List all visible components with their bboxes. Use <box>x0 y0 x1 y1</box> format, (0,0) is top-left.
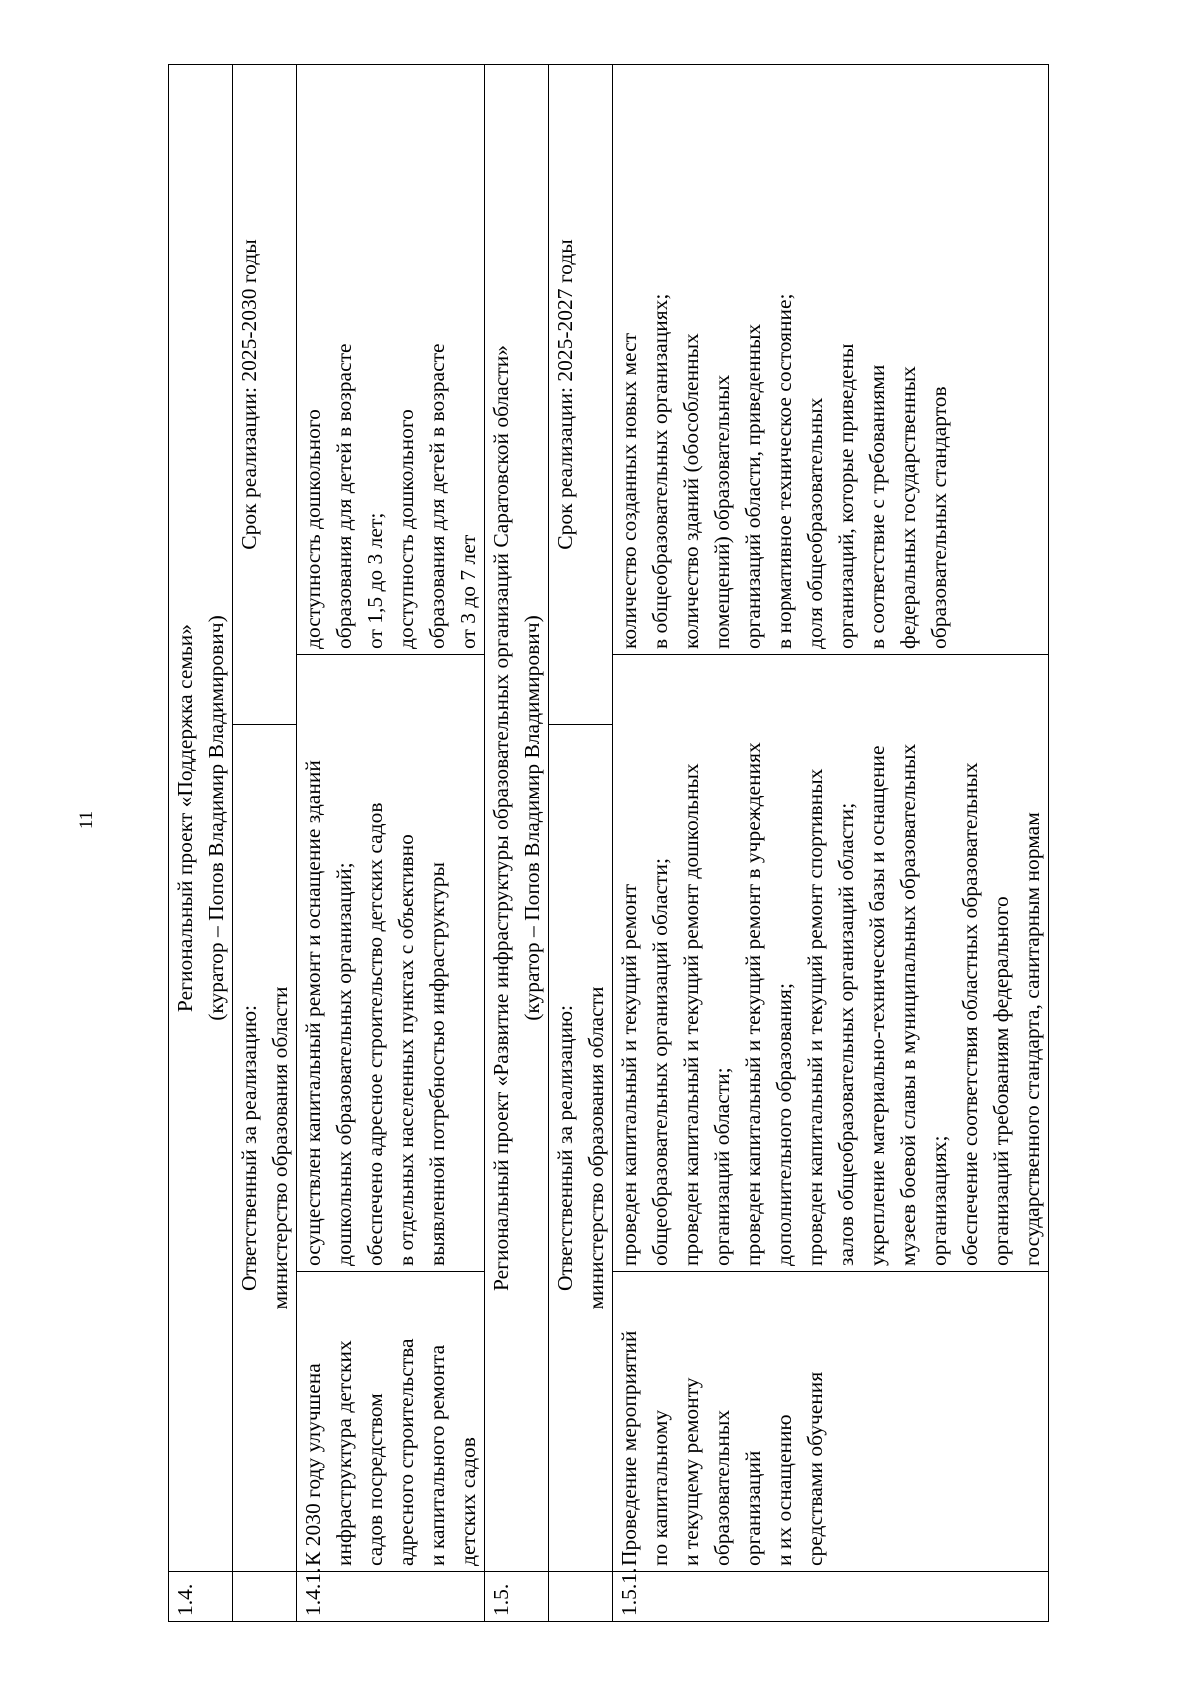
indicator-line: количество созданных новых мест <box>617 332 641 649</box>
activity-line: организациях; <box>927 1135 951 1266</box>
task-description-line: и текущему ремонту <box>679 1377 703 1566</box>
section-meta-row <box>233 65 297 1622</box>
indicator-line: от 3 до 7 лет <box>456 534 480 649</box>
task-description-line: К 2030 году улучшена <box>301 1363 325 1566</box>
section-number: 1.4. <box>169 1572 233 1622</box>
section-title <box>485 65 549 1572</box>
activity-line: проведен капитальный и текущий ремонт в учреждениях <box>741 742 765 1266</box>
task-description-line: и капитального ремонта <box>425 1344 449 1566</box>
indicator-line: организаций области, приведенных <box>741 323 765 649</box>
task-row <box>613 65 1049 1622</box>
indicator-line: доступность дошкольного <box>301 409 325 649</box>
section-curator-line: (куратор – Попов Владимир Владимирович) <box>204 615 228 1021</box>
page-number: 11 <box>76 810 97 830</box>
indicator-line: доступность дошкольного <box>394 409 418 649</box>
indicator-line: в нормативное техническое состояние; <box>772 293 796 649</box>
activity-line: обеспечено адресное строительство детских садов <box>363 802 387 1266</box>
activity-line: музеев боевой славы в муниципальных образовательных <box>896 743 920 1266</box>
indicator-line: от 1,5 до 3 лет; <box>363 512 387 649</box>
rotated-table-container <box>168 65 1168 1622</box>
task-description-line: Проведение мероприятий <box>617 1330 641 1566</box>
task-number: 1.4.1. <box>297 1572 485 1622</box>
task-description-line: садов посредством <box>363 1393 387 1566</box>
section-title-line: Региональный проект «Развитие инфраструктуры образовательных организаций Саратовской области» <box>489 344 513 1292</box>
task-indicators <box>297 65 485 655</box>
activity-line: осуществлен капитальный ремонт и оснащение зданий <box>301 760 325 1266</box>
task-description-line: и их оснащению <box>772 1414 796 1566</box>
activity-line: залов общеобразовательных организаций области; <box>834 802 858 1266</box>
responsible-cell <box>549 725 613 1572</box>
activity-line: проведен капитальный и текущий ремонт дошкольных <box>679 763 703 1266</box>
task-indicators <box>613 65 1049 655</box>
task-description-line: средствами обучения <box>803 1371 827 1566</box>
task-description-line: адресного строительства <box>394 1338 418 1566</box>
indicator-line: организаций, которые приведены <box>834 343 858 649</box>
activity-line: дополнительного образования; <box>772 983 796 1266</box>
responsible-value: министерство образования области <box>584 986 608 1310</box>
activity-line: дошкольных образовательных организаций; <box>332 862 356 1266</box>
indicator-line: образования для детей в возрасте <box>332 343 356 649</box>
task-description-line: образовательных <box>710 1409 734 1566</box>
task-description-line: организаций <box>741 1450 765 1566</box>
activity-line: общеобразовательных организаций области; <box>648 858 672 1266</box>
task-description-line: детских садов <box>456 1437 480 1566</box>
indicator-line: помещений) образовательных <box>710 374 734 649</box>
task-description-line: по капитальному <box>648 1409 672 1566</box>
program-table <box>168 64 1049 1622</box>
section-header-row <box>485 65 549 1622</box>
activity-line: проведен капитальный и текущий ремонт <box>617 883 641 1266</box>
responsible-label: Ответственный за реализацию: <box>237 1005 261 1292</box>
responsible-label: Ответственный за реализацию: <box>553 1005 577 1292</box>
task-activities <box>297 655 485 1272</box>
section-title <box>169 65 233 1572</box>
indicator-line: федеральных государственных <box>896 366 920 649</box>
indicator-line: в соответствие с требованиями <box>865 364 889 649</box>
task-description <box>613 1272 1049 1572</box>
indicator-line: образовательных стандартов <box>927 386 951 649</box>
task-activities <box>613 655 1049 1272</box>
task-description-line: инфраструктура детских <box>332 1340 356 1566</box>
activity-line: проведен капитальный и текущий ремонт спортивных <box>803 768 827 1266</box>
activity-line: организаций области; <box>710 1067 734 1266</box>
responsible-value: министерство образования области <box>268 986 292 1310</box>
activity-line: выявленной потребностью инфраструктуры <box>425 862 449 1266</box>
activity-line: организаций требованиям федерального <box>989 896 1013 1266</box>
activity-line: в отдельных населенных пунктах с объективно <box>394 834 418 1266</box>
section-title-line: Региональный проект «Поддержка семьи» <box>173 623 197 1013</box>
section-curator-line: (куратор – Попов Владимир Владимирович) <box>520 615 544 1021</box>
activity-line: государственного стандарта, санитарным нормам <box>1020 812 1044 1266</box>
indicator-line: в общеобразовательных организациях; <box>648 293 672 649</box>
responsible-cell <box>233 725 297 1572</box>
section-header-row <box>169 65 233 1622</box>
period-cell: Срок реализации: 2025-2027 годы <box>549 65 613 725</box>
task-row <box>297 65 485 1622</box>
period-cell: Срок реализации: 2025-2030 годы <box>233 65 297 725</box>
section-number: 1.5. <box>485 1572 549 1622</box>
activity-line: укрепление материально-технической базы и оснащение <box>865 745 889 1266</box>
section-meta-row <box>549 65 613 1622</box>
activity-line: обеспечение соответствия областных образовательных <box>958 762 982 1266</box>
task-number: 1.5.1. <box>613 1572 1049 1622</box>
indicator-line: образования для детей в возрасте <box>425 343 449 649</box>
indicator-line: количество зданий (обособленных <box>679 333 703 649</box>
task-description <box>297 1272 485 1572</box>
indicator-line: доля общеобразовательных <box>803 397 827 649</box>
